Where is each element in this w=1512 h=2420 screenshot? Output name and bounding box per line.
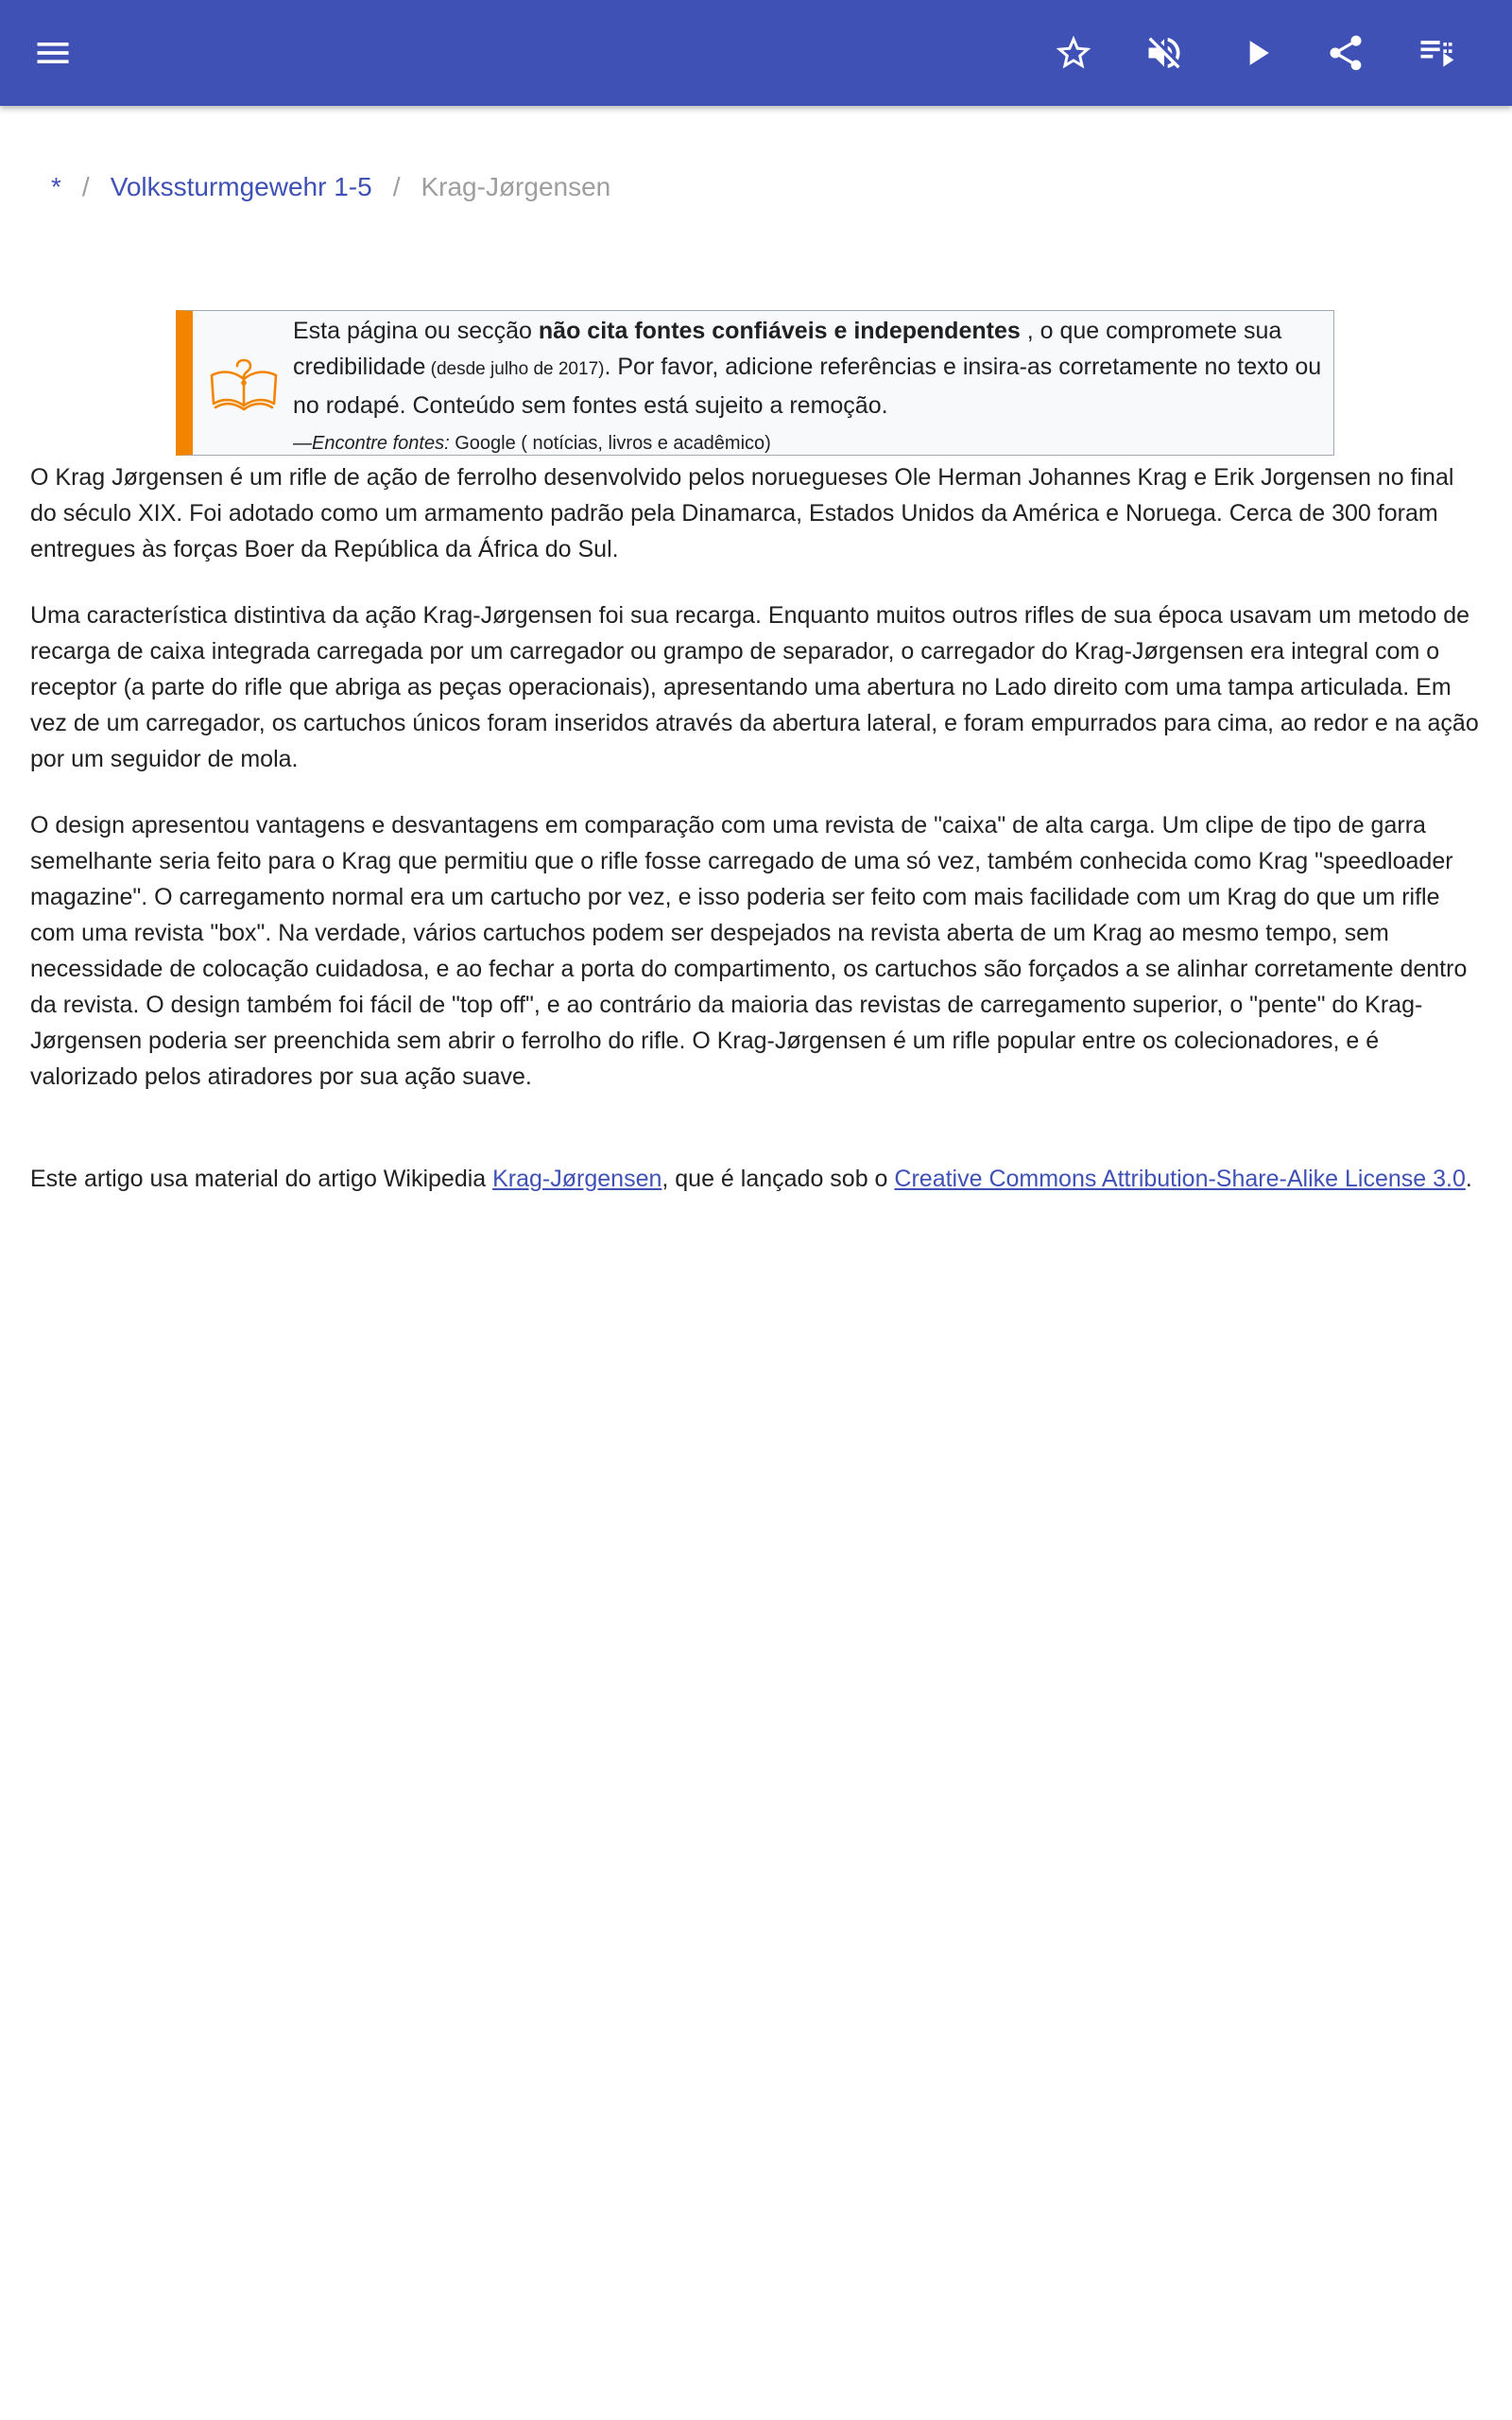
notice-sources [293, 433, 771, 454]
notice-text-end: . Por favor, adicione referências e insira-as corretamente no texto ou no rodapé. Conteúdo sem fontes está sujeito a remoção. [293, 354, 1322, 419]
attribution-paragraph [30, 1161, 1482, 1197]
article-paragraph: Uma característica distintiva da ação Krag-Jørgensen foi sua recarga. Enquanto muitos outros rifles de sua época usavam um metodo de recarga de caixa integrada carregada por um carregador ou grampo de separador, o carregador do Krag-Jørgensen era integral com o receptor (a parte do rifle que abriga as peças operacionais), apresentando uma abertura no Lado direito com uma tampa articulada. Em vez de um carregador, os cartuchos únicos foram inseridos através da abertura lateral, e foram empurrados para cima, ao redor e na ação por um seguidor de mola. [30, 602, 1479, 772]
play-icon[interactable] [1230, 26, 1283, 79]
notice-text-before: Esta página ou secção [293, 318, 539, 344]
playlist-icon[interactable] [1410, 26, 1463, 79]
article-paragraph: O Krag Jørgensen é um rifle de ação de ferrolho desenvolvido pelos noruegueses Ole Herman Johannes Krag e Erik Jorgensen no final do século XIX. Foi adotado como um armamento padrão pela Dinamarca, Estados Unidos da América e Noruega. Cerca de 300 foram entregues às forças Boer da República da África do Sul. [30, 464, 1454, 562]
breadcrumb-separator: / [81, 172, 90, 201]
attribution-middle: , que é lançado sob o [662, 1166, 895, 1192]
breadcrumb-parent-link[interactable]: Volkssturmgewehr 1-5 [110, 172, 372, 201]
breadcrumb-separator: / [392, 172, 401, 201]
notice-sources-links[interactable]: Google ( notícias, livros e acadêmico) [449, 433, 771, 454]
notice-date: (desde julho de 2017) [425, 359, 605, 379]
menu-icon[interactable] [26, 26, 79, 79]
unsourced-notice-box [176, 310, 1334, 456]
article-paragraph: O design apresentou vantagens e desvantagens em comparação com uma revista de "caixa" de alta carga. Um clipe de tipo de garra semelhante seria feito para o Krag que permitiu que o rifle fosse carregado de uma só vez, também conhecida como Krag "speedloader magazine". O carregamento normal era um cartucho por vez, e isso poderia ser feito com mais facilidade com um Krag do que um rifle com uma revista "box". Na verdade, vários cartuchos podem ser despejados na revista aberta de um Krag ao mesmo tempo, sem necessidade de colocação cuidadosa, e ao fechar a porta do compartimento, os cartuchos são forçados a se alinhar corretamente dentro da revista. O design também foi fácil de "top off", e ao contrário da maioria das revistas de carregamento superior, o "pente" do Krag-Jørgensen poderia ser preenchida sem abrir o ferrolho do rifle. O Krag-Jørgensen é um rifle popular entre os colecionadores, e é valorizado pelos atiradores por sua ação suave. [30, 812, 1468, 1090]
app-bar [0, 0, 1512, 106]
breadcrumb [51, 166, 610, 208]
notice-sources-label: Encontre fontes: [312, 433, 450, 454]
notice-sources-dash: — [293, 433, 312, 454]
attribution-suffix: . [1465, 1166, 1472, 1192]
breadcrumb-current: Krag-Jørgensen [421, 172, 611, 201]
notice-bold-text: não cita fontes confiáveis e independentes [538, 318, 1021, 344]
volume-off-icon[interactable] [1138, 26, 1191, 79]
attribution-prefix: Este artigo usa material do artigo Wikipedia [30, 1166, 493, 1192]
license-link[interactable]: Creative Commons Attribution-Share-Alike License 3.0 [894, 1166, 1466, 1192]
wikipedia-article-link[interactable]: Krag-Jørgensen [492, 1166, 662, 1192]
notice-text-after: , o que compromete sua credibilidade [293, 318, 1282, 380]
share-icon[interactable] [1319, 26, 1372, 79]
open-book-question-icon [206, 347, 282, 423]
notice-text [293, 313, 1332, 459]
article-content [30, 459, 1482, 1227]
breadcrumb-home-link[interactable]: * [51, 172, 61, 201]
star-outline-icon[interactable] [1047, 26, 1100, 79]
